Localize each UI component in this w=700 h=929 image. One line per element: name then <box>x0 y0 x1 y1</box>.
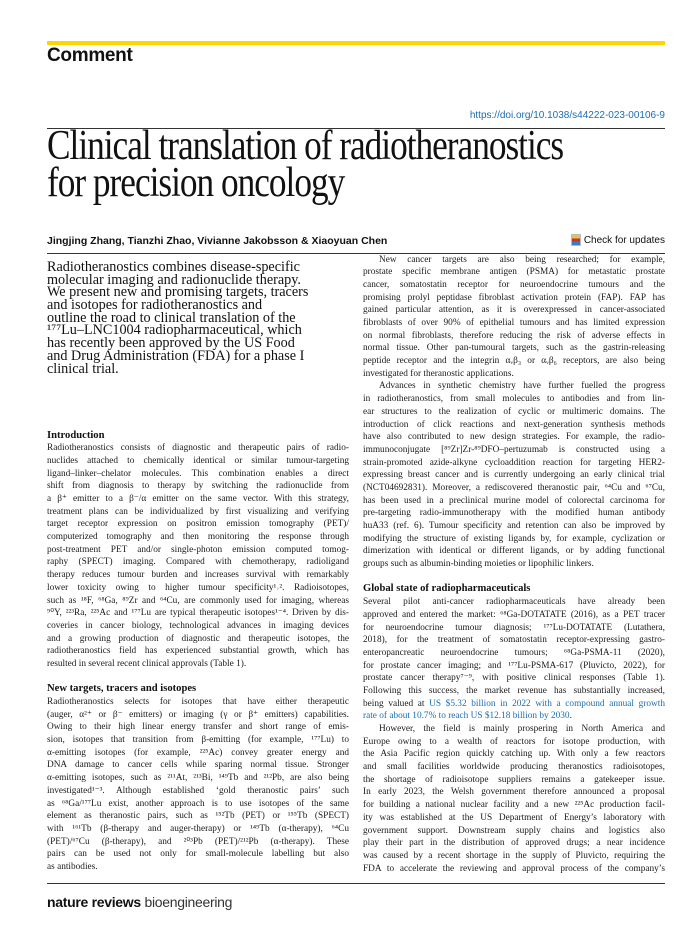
abstract-line: We present new and promising targets, tracers <box>47 284 309 301</box>
text-line: New cancer targets are also being researched; for example, <box>379 254 665 265</box>
journal-logo <box>47 894 232 910</box>
text-line: element as theranostic pairs, such as ¹⁵²Tb (PET) or ¹⁵⁵Tb (SPECT) <box>47 811 349 822</box>
text-line: target receptor expression on positron emission tomography (PET)/ <box>47 519 349 530</box>
text-line: modifying the structure of existing ligands by, for example, cyclization or <box>363 533 665 544</box>
section-heading: Global state of radiopharmaceuticals <box>363 583 531 595</box>
article-title <box>47 123 564 206</box>
text-line: (NCT04692831). Moreover, a rediscovered theranostic pair, ⁶⁴Cu and ⁶⁷Cu, <box>363 482 665 493</box>
text-line: post-treatment PET and/or single-photon emission computed tomog- <box>47 544 349 555</box>
paragraph <box>363 380 665 570</box>
section-label: Comment <box>47 45 133 66</box>
text-line: treatment plans can be individualized by first visualizing and verifying <box>47 506 349 517</box>
text-line: introduction of click reactions and next-generation synthesis methods <box>363 419 665 430</box>
text-line: prostate specific membrane antigen (PSMA) for metastatic prostate <box>363 267 665 278</box>
text-line: dimerization with identical or different ligands, or by adding functional <box>363 546 665 557</box>
abstract-line: and isotopes for radiotheranostics and <box>47 297 263 314</box>
abstract-line: molecular imaging and radionuclide therapy. <box>47 271 301 288</box>
text-line: coveries in cancer biology, technological advances in imaging devices <box>47 620 349 631</box>
author-list: Jingjing Zhang, Tianzhi Zhao, Vivianne Jakobsson & Xiaoyuan Chen <box>47 235 388 247</box>
market-revenue-link[interactable]: rate of about 10.7% to reach US $12.18 billion by 2030 <box>363 711 570 722</box>
text-line: for building a national nuclear facility and a new ²²⁵Ac production facil- <box>363 800 665 811</box>
text-line: (auger, α²⁺ or β⁻ emitters) or imaging (γ or β⁺ emitters) capabilities. <box>47 709 349 720</box>
abstract <box>47 259 352 377</box>
doi-link[interactable]: https://doi.org/10.1038/s44222-023-00106-9 <box>469 110 665 121</box>
text-line: have also contributed to new design strategies. For example, the radio- <box>363 432 665 443</box>
text-line: Several pilot anti-cancer radiopharmaceuticals have already been <box>363 597 665 608</box>
text-line: the Asia Pacific region quickly catching up. With only a few reactors <box>363 749 665 760</box>
text-line: Radiotheranostics selects for isotopes that have either therapeutic <box>47 697 349 708</box>
text-line: play their part in the distribution of approved drugs; a near incidence <box>363 838 665 849</box>
text-line: pre-targeting radio-immunotherapy with the modified human antibody <box>363 508 665 519</box>
abstract-line: has recently been approved by the US Food <box>47 335 295 352</box>
paragraph <box>47 442 349 670</box>
text-line: enteropancreatic neuroendocrine tumours; ⁶⁸Ga-PSMA-11 (2020), <box>363 647 665 658</box>
text-line: huA33 (ref. 6). Tumour specificity and retention can also be improved by <box>363 521 665 532</box>
text-line: for prostate cancer imaging; and ¹⁷⁷Lu-PSMA-617 (Pluvicto, 2022), for <box>363 660 665 671</box>
text-line: Radiotheranostics consists of diagnostic and therapeutic pairs of radio- <box>47 443 349 454</box>
text-line: DNA damage to cancer cells while sparing normal tissue. Stronger <box>47 760 349 771</box>
text-line: therapy reduces tumour burden and increases survival with remarkably <box>47 570 349 581</box>
text-line: gained particular attention, as it is overexpressed in cancer-associated <box>363 305 665 316</box>
text-line: However, the field is mainly prospering in North America and <box>379 724 665 735</box>
text-line: such as ¹⁸F, ⁶⁸Ga, ⁸⁹Zr and ⁶⁴Cu, are commonly used for imaging, whereas <box>47 595 349 606</box>
paragraph <box>363 723 665 875</box>
text-line: ligand–linker–chelator molecules. This combination enables a direct <box>47 468 349 479</box>
text-line: and a growing production of diagnostic and therapeutic isotopes, the <box>47 633 349 644</box>
text-line: groups such as albumin-binding moieties or lipophilic linkers. <box>363 559 594 570</box>
text-line: nuclides attached to chemically identical or similar tumour-targeting <box>47 455 349 466</box>
text-line: pairs can be used not only for small-molecule labelling but also <box>47 849 349 860</box>
text-line: was caused by a recent shortage in the supply of Pluvicto, requiring the <box>363 850 665 861</box>
market-revenue-link[interactable]: US $5.32 billion in 2022 with a compound annual growth <box>429 698 665 709</box>
text-line: peptide receptor and the integrin αᵥβ₃ or αᵥβ₆ receptors, are also being <box>363 356 665 367</box>
abstract-line: clinical trial. <box>47 360 119 377</box>
check-for-updates-button[interactable] <box>571 234 665 246</box>
text-line: 2018), for the treatment of somatostatin receptor-expressing gastro- <box>363 635 665 646</box>
text-line: promising prolyl peptidase fibroblast activation protein (FAP). FAP has <box>363 292 665 303</box>
line-text: . <box>569 711 572 722</box>
footer-divider <box>47 883 665 884</box>
paragraph <box>363 596 665 723</box>
text-line: α-emitting isotopes (for example, ²²⁵Ac) convey greater energy and <box>47 747 349 758</box>
text-line: lower toxicity owing to higher tumour specificity¹˒². Radioisotopes, <box>47 582 349 593</box>
text-line: radiotheranostics field has experienced substantial growth, which has <box>47 646 349 657</box>
text-line: government support. Downstream supply chains and logistics also <box>363 825 665 836</box>
text-line: (PET)/⁶⁷Cu (β-therapy), and ²⁰³Pb (PET)/²¹²Pb (α-therapy). These <box>47 836 349 847</box>
text-line: computerized tomography and then monitoring the response through <box>47 532 349 543</box>
text-line: as ⁶⁸Ga/¹⁷⁷Lu exist, another approach is to use isotopes of the same <box>47 798 349 809</box>
text-line: in radiotheranostics, from small molecules to antibodies and from lin- <box>363 394 665 405</box>
left-column <box>47 430 349 874</box>
text-line: for neuroendocrine tumour diagnosis; ¹⁷⁷Lu-DOTATATE (Lutathera, <box>363 622 665 633</box>
text-line: and small facilities worldwide producing theranostics radioisotopes, <box>363 762 665 773</box>
text-line: Europe owing to a wealth of reactors for isotope production, with <box>363 736 665 747</box>
text-line: shift from diagnosis to therapy by switching the radionuclide from <box>47 481 349 492</box>
text-line: Following this success, the market revenue has substantially increased, <box>363 685 665 696</box>
abstract-line: ¹⁷⁷Lu–LNC1004 radiopharmaceutical, which <box>47 322 302 339</box>
section-heading: Introduction <box>47 429 105 441</box>
title-line: Clinical translation of radiotheranostics <box>47 123 564 169</box>
text-line: strain-promoted azide-alkyne cycloaddition reaction for targeting HER2- <box>363 457 665 468</box>
abstract-line: Radiotheranostics combines disease-specific <box>47 259 300 275</box>
text-line: immunoconjugate [⁸⁹Zr]Zr-⁸⁹DFO–pertuzumab is constructed using a <box>363 444 665 455</box>
text-line: ⁹⁰Y, ²²³Ra, ²²⁵Ac and ¹⁷⁷Lu are typical therapeutic isotopes¹⁻⁴. Driven by dis- <box>47 608 349 619</box>
text-line: a β⁺ emitter to a β⁻/α emitter on the same vector. With this strategy, <box>47 494 349 505</box>
accent-bar <box>47 41 665 45</box>
line-text: being valued at <box>363 698 430 709</box>
text-line: In early 2023, the Welsh government therefore announced a proposal <box>363 787 665 798</box>
text-line: investigated for theranostic applications. <box>363 368 514 379</box>
text-line: resulted in several recent clinical approvals (Table 1). <box>47 658 247 669</box>
text-line: prostate cancer therapy⁷⁻⁹, with positive clinical responses (Table 1). <box>363 673 665 684</box>
text-line: normal tissue. Other pan-tumoural targets, such as the gastrin-releasing <box>363 343 665 354</box>
abstract-line: and Drug Administration (FDA) for a phase I <box>47 347 305 364</box>
journal-name-light: bioengineering <box>144 894 233 910</box>
text-line: on normal fibroblasts, therefore reducing the risk of adverse effects in <box>363 330 665 341</box>
text-line: α-emitting isotopes, such as ²¹¹At, ²¹³Bi, ¹⁴⁹Tb and ²¹²Pb, are also being <box>47 773 349 784</box>
text-line: Owing to their high linear energy transfer and short range of emis- <box>47 722 349 733</box>
text-line: ear structures to the realization of cyclic or multimeric domains. The <box>363 406 665 417</box>
text-line: the shortage of radioisotope suppliers remains a gatekeeper issue. <box>363 774 665 785</box>
text-line: Advances in synthetic chemistry have further fuelled the progress <box>379 381 665 392</box>
text-line: FDA to accelerate the reviewing and approval process of the company’s <box>363 863 665 874</box>
text-line <box>363 710 665 723</box>
paragraph <box>47 696 349 874</box>
text-line: has been used in a preclinical murine model of colorectal carcinoma for <box>363 495 665 506</box>
text-line: fibroblasts of over 90% of epithelial tumours and has limited expression <box>363 318 665 329</box>
text-line: ity was established at the US Department of Energy’s laboratory with <box>363 812 665 823</box>
section-gap <box>47 671 349 684</box>
abstract-line: outline the road to clinical translation of the <box>47 309 296 326</box>
journal-name-bold: nature reviews <box>47 894 141 910</box>
text-line: raphy (SPECT) imaging. Compared with chemotherapy, radioligand <box>47 557 349 568</box>
section-heading: New targets, tracers and isotopes <box>47 683 197 695</box>
check-for-updates-label: Check for updates <box>583 234 665 246</box>
title-line: for precision oncology <box>47 160 345 206</box>
text-line: as antibodies. <box>47 861 98 872</box>
text-line: approved and entered the market: ⁶⁸Ga-DOTATATE (2016), as a PET tracer <box>363 609 665 620</box>
text-line: expressing breast cancer and is currently undergoing an early clinical trial <box>363 470 665 481</box>
text-line: with ¹⁶¹Tb (β-therapy and auger-therapy) or ¹⁴⁹Tb (α-therapy), ⁶⁴Cu <box>47 823 349 834</box>
crossmark-icon <box>571 234 581 246</box>
text-line: cancer, somatostatin receptor for neuroendocrine tumours and the <box>363 279 665 290</box>
text-line: sion, isotopes that transition from β-emitting (for example, ¹⁷⁷Lu) to <box>47 735 349 746</box>
right-column <box>363 254 665 876</box>
paragraph <box>363 254 665 381</box>
text-line: investigated¹⁻³. Although established ‘gold theranostic pairs’ such <box>47 785 349 796</box>
text-line <box>363 698 665 711</box>
section-gap <box>363 571 665 584</box>
